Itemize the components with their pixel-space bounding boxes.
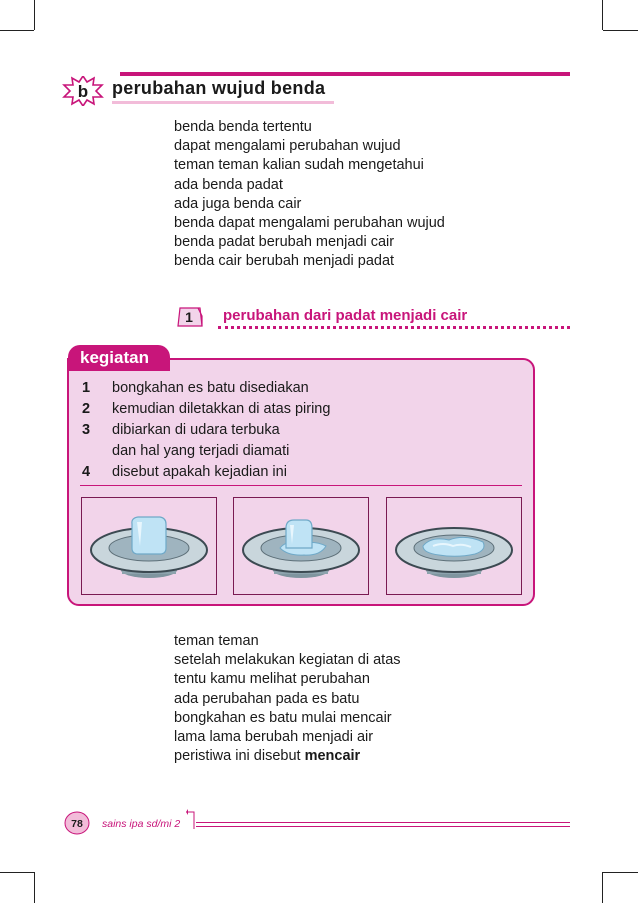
intro-line: ada juga benda cair <box>174 195 302 212</box>
crop-mark-bottom-left-h <box>0 872 34 873</box>
intro-line: benda benda tertentu <box>174 119 312 135</box>
footer-rule-bottom <box>196 826 570 827</box>
footer-book-title: sains ipa sd/mi 2 <box>102 818 181 830</box>
intro-line: benda padat berubah menjadi cair <box>174 234 395 251</box>
crop-mark-bottom-right-v <box>602 872 603 903</box>
footer-corner-mark <box>186 808 196 830</box>
activity-step <box>82 462 330 483</box>
closing-line: setelah melakukan kegiatan di atas <box>174 652 401 669</box>
section-badge-letter: b <box>77 82 89 101</box>
footer-rule-top <box>196 822 570 823</box>
page-number-badge <box>64 811 90 835</box>
step-number: 4 <box>82 464 91 480</box>
subsection-number-badge <box>176 306 204 328</box>
closing-last-text: peristiwa ini disebut <box>174 748 305 765</box>
starburst-icon <box>62 76 104 106</box>
subsection-dotted-rule <box>218 326 570 329</box>
crop-mark-top-right-v <box>602 0 603 30</box>
intro-line: benda dapat mengalami perubahan wujud <box>174 215 445 232</box>
activity-step <box>82 378 330 399</box>
subsection-title: perubahan dari padat menjadi cair <box>223 307 468 324</box>
crop-mark-bottom-left-v <box>34 872 35 903</box>
activity-step <box>82 399 330 420</box>
closing-line: ada perubahan pada es batu <box>174 690 360 707</box>
step-number <box>82 441 112 462</box>
intro-paragraph <box>174 118 445 272</box>
step-number: 2 <box>82 401 91 417</box>
ice-stage-melting-image <box>233 497 369 595</box>
crop-mark-top-left-h <box>0 30 34 31</box>
closing-line-last <box>174 747 401 766</box>
crop-mark-top-left-v <box>34 0 35 30</box>
step-text: dibiarkan di udara terbuka <box>112 422 280 438</box>
step-number: 3 <box>82 422 91 438</box>
intro-line: benda cair berubah menjadi padat <box>174 253 395 270</box>
section-top-rule <box>120 72 570 76</box>
intro-line: dapat mengalami perubahan wujud <box>174 138 401 155</box>
keyword-mencair: mencair <box>304 748 361 765</box>
intro-line: ada benda padat <box>174 176 283 193</box>
activity-steps <box>82 378 330 483</box>
activity-label: kegiatan <box>80 348 149 367</box>
closing-line: tentu kamu melihat perubahan <box>174 671 370 688</box>
closing-line: lama lama berubah menjadi air <box>174 729 374 746</box>
crop-mark-top-right-h <box>603 30 638 31</box>
section-title-underline <box>112 101 334 104</box>
step-number: 1 <box>82 380 91 396</box>
step-text: bongkahan es batu disediakan <box>112 380 309 396</box>
subsection-number: 1 <box>185 309 193 325</box>
ice-stage-water-image <box>386 497 522 595</box>
step-text: dan hal yang terjadi diamati <box>112 443 290 459</box>
intro-line: teman teman kalian sudah mengetahui <box>174 157 424 174</box>
step-text: disebut apakah kejadian ini <box>112 464 287 480</box>
section-badge <box>62 76 104 106</box>
closing-line: bongkahan es batu mulai mencair <box>174 709 392 726</box>
crop-mark-bottom-right-h <box>603 872 638 873</box>
page-number: 78 <box>71 818 83 830</box>
activity-step <box>82 420 330 441</box>
section-title: perubahan wujud benda <box>112 78 326 98</box>
step-text: kemudian diletakkan di atas piring <box>112 401 331 417</box>
closing-paragraph <box>174 632 401 766</box>
ice-stage-solid-image <box>81 497 217 595</box>
closing-line: teman teman <box>174 633 259 649</box>
activity-step <box>82 441 330 462</box>
activity-divider <box>80 485 522 486</box>
